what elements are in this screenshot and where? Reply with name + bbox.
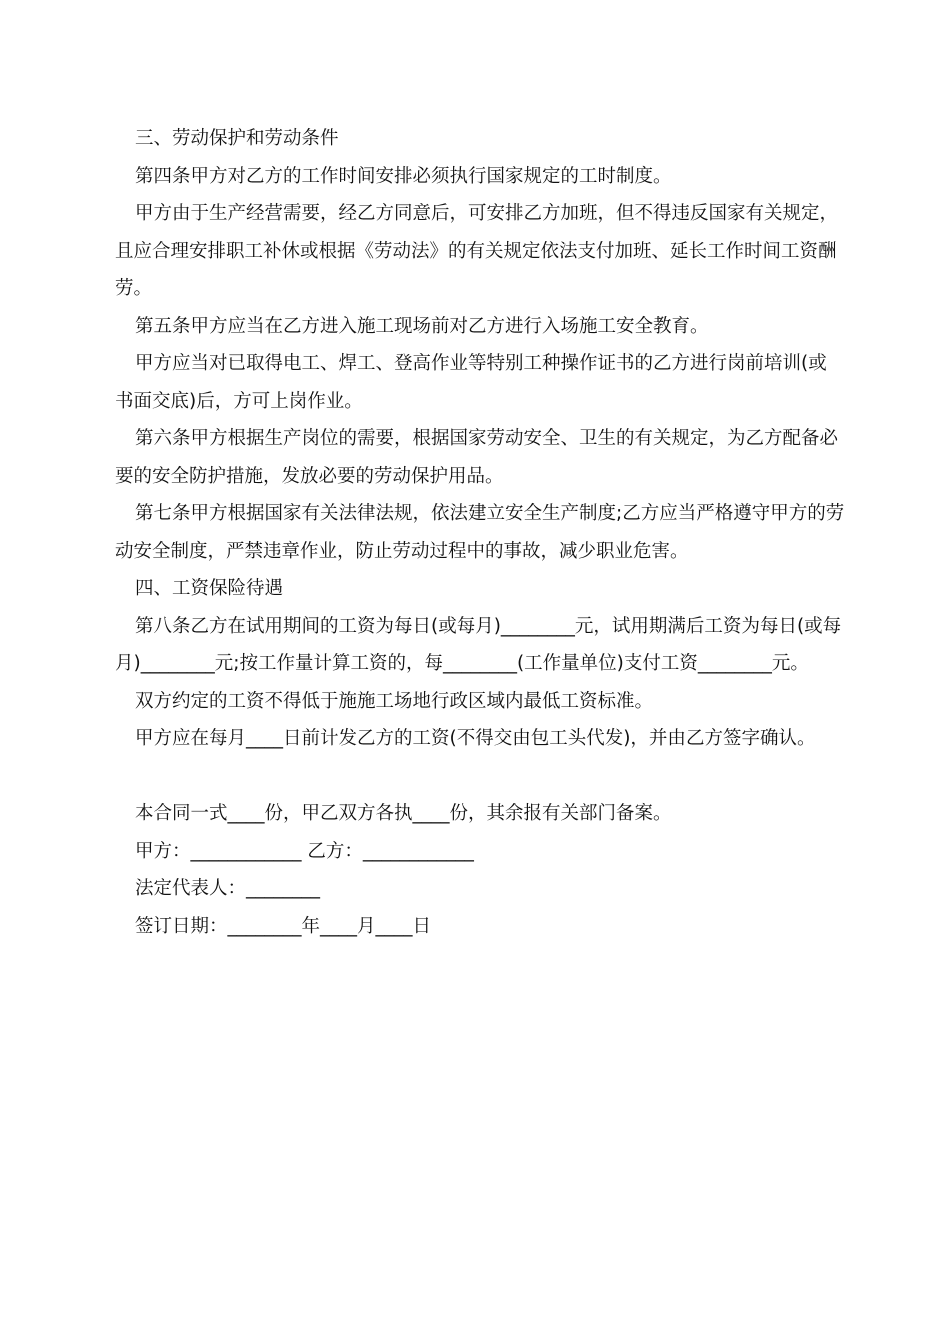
article-5: 第五条甲方应当在乙方进入施工现场前对乙方进行入场施工安全教育。 [135, 315, 709, 337]
article-7: 第七条甲方根据国家有关法律法规，依法建立安全生产制度;乙方应当严格遵守甲方的劳动安全制度，严禁违章作业，防止劳动过程中的事故，减少职业危害。 [115, 503, 845, 562]
party-signature-line: 甲方：____________ 乙方：____________ [135, 840, 474, 862]
signing-date-line: 签订日期：________年____月____日 [135, 915, 432, 937]
legal-representative-line: 法定代表人：________ [135, 878, 321, 899]
article-6: 第六条甲方根据生产岗位的需要，根据国家劳动安全、卫生的有关规定，为乙方配备必要的安全防护措施，发放必要的劳动保护用品。 [115, 428, 839, 487]
payday-paragraph: 甲方应在每月____日前计发乙方的工资(不得交由包工头代发)，并由乙方签字确认。 [135, 728, 816, 749]
overtime-paragraph: 甲方由于生产经营需要，经乙方同意后，可安排乙方加班，但不得违反国家有关规定，且应合理安排职工补休或根据《劳动法》的有关规定依法支付加班、延长工作时间工资酬劳。 [115, 203, 839, 299]
section-heading-wages: 四、工资保险待遇 [135, 578, 284, 599]
section-heading-labor-protection: 三、劳动保护和劳动条件 [135, 128, 339, 149]
copies-clause: 本合同一式____份，甲乙双方各执____份，其余报有关部门备案。 [135, 803, 672, 824]
training-paragraph: 甲方应当对已取得电工、焊工、登高作业等特别工种操作证书的乙方进行岗前培训(或书面交底)后，方可上岗作业。 [115, 353, 827, 412]
article-8: 第八条乙方在试用期间的工资为每日(或每月)________元，试用期满后工资为每日(或每月)________元;按工作量计算工资的，每________(工作量单位)支付工资________元。 [115, 615, 842, 674]
document-body [115, 120, 845, 945]
article-4: 第四条甲方对乙方的工作时间安排必须执行国家规定的工时制度。 [135, 165, 672, 187]
minimum-wage-paragraph: 双方约定的工资不得低于施施工场地行政区域内最低工资标准。 [135, 690, 654, 712]
spacer [115, 758, 845, 796]
